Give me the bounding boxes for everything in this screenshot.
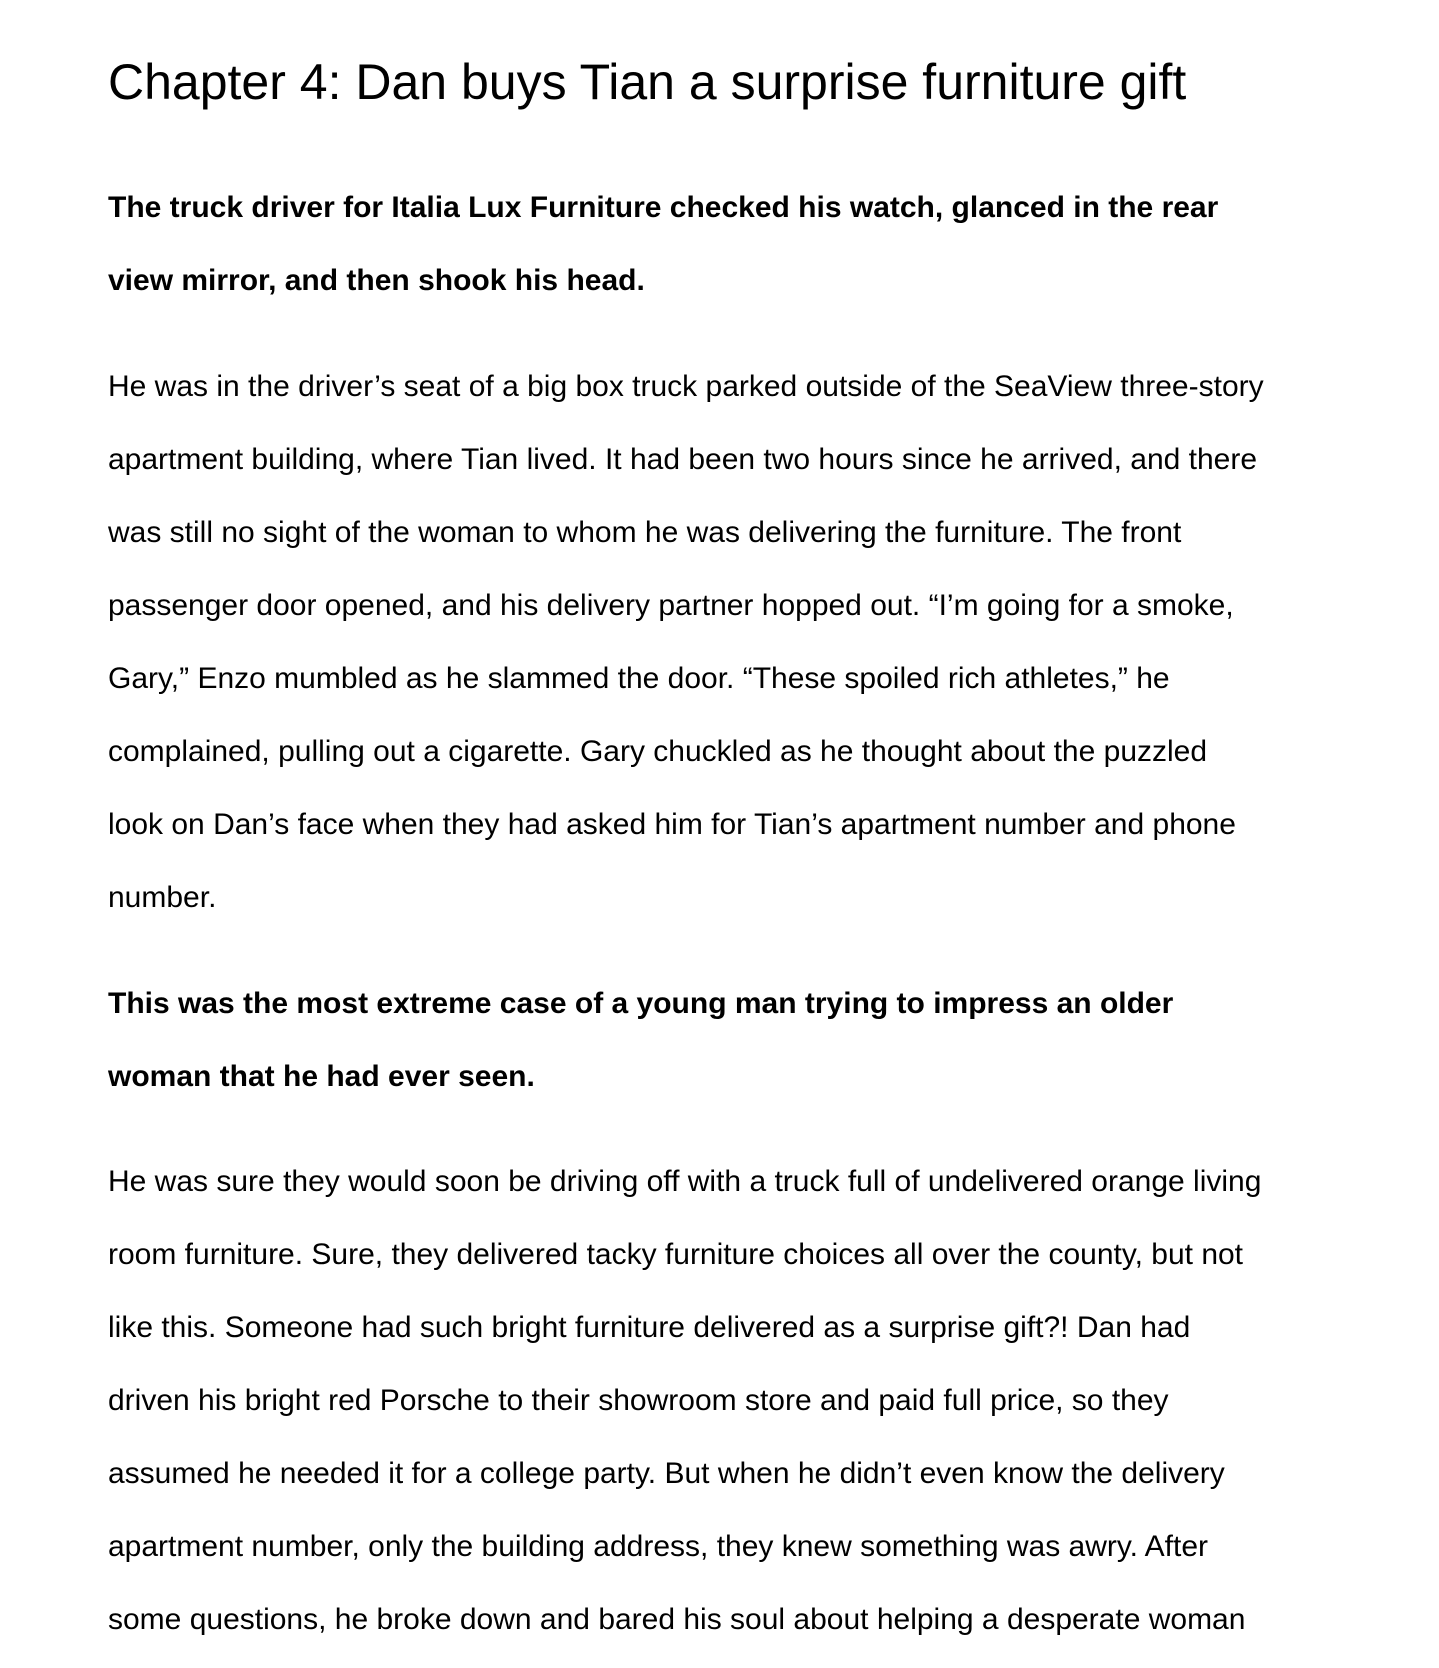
paragraph-line: view mirror, and then shook his head. bbox=[108, 264, 645, 297]
paragraph-line: look on Dan’s face when they had asked him for Tian’s apartment number and phone bbox=[108, 808, 1236, 841]
paragraph-line: like this. Someone had such bright furniture delivered as a surprise gift?! Dan had bbox=[108, 1311, 1191, 1344]
paragraph-line: He was in the driver’s seat of a big box truck parked outside of the SeaView three-story bbox=[108, 370, 1264, 403]
paragraph-line: complained, pulling out a cigarette. Gary chuckled as he thought about the puzzled bbox=[108, 735, 1208, 768]
paragraph-line: He was sure they would soon be driving off with a truck full of undelivered orange living bbox=[108, 1165, 1262, 1198]
chapter-title: Chapter 4: Dan buys Tian a surprise furniture gift bbox=[108, 54, 1187, 110]
paragraph-4 bbox=[108, 1145, 1358, 1656]
paragraph-line: apartment number, only the building address, they knew something was awry. After bbox=[108, 1530, 1209, 1563]
paragraph-line: driven his bright red Porsche to their showroom store and paid full price, so they bbox=[108, 1384, 1169, 1417]
paragraph-line: some questions, he broke down and bared his soul about helping a desperate woman bbox=[108, 1603, 1246, 1636]
paragraph-3 bbox=[108, 967, 1358, 1113]
paragraph-line: assumed he needed it for a college party. But when he didn’t even know the delivery bbox=[108, 1457, 1225, 1490]
paragraph-line: passenger door opened, and his delivery partner hopped out. “I’m going for a smoke, bbox=[108, 589, 1234, 622]
paragraph-line: The truck driver for Italia Lux Furniture checked his watch, glanced in the rear bbox=[108, 191, 1219, 224]
paragraph-1 bbox=[108, 171, 1358, 317]
paragraph-line: Gary,” Enzo mumbled as he slammed the door. “These spoiled rich athletes,” he bbox=[108, 662, 1170, 695]
paragraph-line: was still no sight of the woman to whom he was delivering the furniture. The front bbox=[108, 516, 1182, 549]
paragraph-line: This was the most extreme case of a young man trying to impress an older bbox=[108, 987, 1174, 1020]
paragraph-line: number. bbox=[108, 881, 217, 914]
paragraph-line: woman that he had ever seen. bbox=[108, 1060, 535, 1093]
paragraph-line: room furniture. Sure, they delivered tacky furniture choices all over the county, but not bbox=[108, 1238, 1244, 1271]
paragraph-2 bbox=[108, 350, 1358, 934]
paragraph-line: apartment building, where Tian lived. It had been two hours since he arrived, and there bbox=[108, 443, 1258, 476]
